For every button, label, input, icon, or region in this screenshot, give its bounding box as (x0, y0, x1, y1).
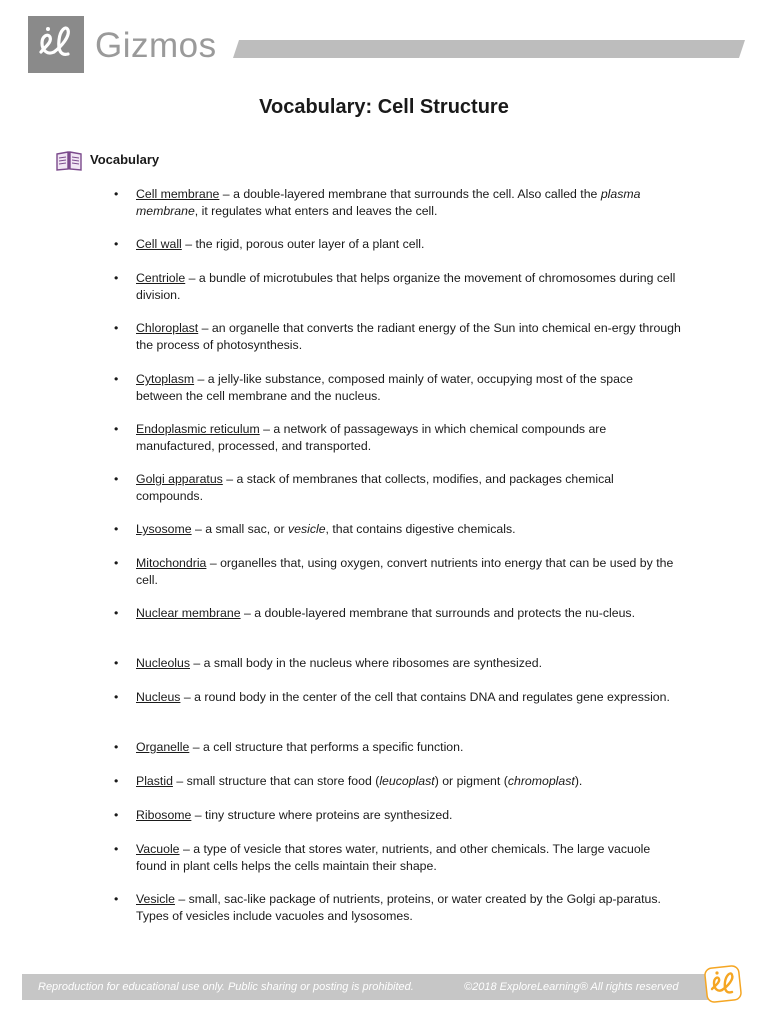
vocabulary-entry (114, 555, 681, 588)
vocabulary-term: Chloroplast (136, 321, 199, 335)
vocabulary-term: Lysosome (136, 522, 192, 536)
vocabulary-term: Cell membrane (136, 187, 220, 201)
el-script-badge-icon (703, 964, 743, 1004)
vocabulary-definition-text: – the rigid, porous outer layer of a plant cell. (181, 237, 425, 251)
vocabulary-entry (114, 773, 681, 790)
bullet-icon: • (114, 372, 119, 386)
bullet-icon: • (114, 237, 119, 251)
vocabulary-term: Organelle (136, 740, 190, 754)
vocabulary-term: Centriole (136, 271, 186, 285)
footer-notice: Reproduction for educational use only. Public sharing or posting is prohibited. (38, 981, 414, 993)
vocabulary-italic-term: vesicle (287, 522, 326, 536)
vocabulary-definition-text: – a double-layered membrane that surrounds the cell. Also called the (219, 187, 601, 201)
vocabulary-term: Nucleus (136, 690, 181, 704)
vocabulary-definition-text: – a stack of membranes that collects, modifies, and packages chemical compounds. (136, 472, 614, 503)
vocabulary-entry (114, 320, 681, 353)
vocabulary-entry (114, 186, 681, 219)
bullet-icon: • (114, 842, 119, 856)
bullet-icon: • (114, 606, 119, 620)
bullet-icon: • (114, 556, 119, 570)
bullet-icon: • (114, 656, 119, 670)
vocabulary-definition-text: – a small sac, or (191, 522, 288, 536)
el-script-logo-icon (28, 16, 84, 73)
vocabulary-term: Nuclear membrane (136, 606, 241, 620)
vocabulary-entry (114, 739, 681, 756)
vocabulary-term: Golgi apparatus (136, 472, 223, 486)
vocabulary-term: Endoplasmic reticulum (136, 422, 260, 436)
vocabulary-entry (114, 270, 681, 303)
bullet-icon: • (114, 472, 119, 486)
vocabulary-italic-term: chromoplast (507, 774, 575, 788)
vocabulary-definition-text: – a double-layered membrane that surrounds and protects the nu-cleus. (240, 606, 635, 620)
vocabulary-term: Cell wall (136, 237, 182, 251)
bullet-icon: • (114, 422, 119, 436)
vocabulary-definition-text: – a round body in the center of the cell that contains DNA and regulates gene expression. (180, 690, 670, 704)
vocabulary-term: Ribosome (136, 808, 192, 822)
vocabulary-entry (114, 841, 681, 874)
bullet-icon: • (114, 187, 119, 201)
bullet-icon: • (114, 740, 119, 754)
vocabulary-entry (114, 655, 681, 672)
vocabulary-entry (114, 236, 681, 253)
vocabulary-term: Cytoplasm (136, 372, 195, 386)
bullet-icon: • (114, 774, 119, 788)
vocabulary-entry (114, 471, 681, 504)
bullet-icon: • (114, 321, 119, 335)
header-decorative-bar (233, 40, 745, 58)
vocabulary-definition-text: , it regulates what enters and leaves the cell. (194, 203, 438, 218)
vocabulary-definition-text: – a cell structure that performs a specific function. (189, 740, 464, 754)
gizmos-logo (28, 16, 84, 73)
bullet-icon: • (114, 522, 119, 536)
vocabulary-term: Vesicle (136, 892, 175, 906)
vocabulary-definition-text: – a network of passageways in which chemical compounds are manufactured, processed, and transported. (136, 422, 607, 453)
vocabulary-entry (114, 521, 681, 538)
vocabulary-definition-text: , that contains digestive chemicals. (325, 522, 516, 536)
vocabulary-term: Vacuole (136, 842, 180, 856)
vocabulary-entry (114, 689, 681, 706)
vocabulary-entry (114, 371, 681, 404)
vocabulary-definition-text: – a type of vesicle that stores water, nutrients, and other chemicals. The large vacuole found in plant cells helps the cells maintain their shape. (136, 842, 651, 873)
vocabulary-entry (114, 605, 681, 622)
footer-copyright: ©2018 ExploreLearning® All rights reserved (464, 981, 679, 993)
vocabulary-definition-text: – tiny structure where proteins are synthesized. (191, 808, 453, 822)
vocabulary-italic-term: plasma membrane (136, 187, 641, 218)
bullet-icon: • (114, 690, 119, 704)
bullet-icon: • (114, 892, 119, 906)
open-book-icon (55, 150, 83, 172)
vocabulary-definition-text: – a jelly-like substance, composed mainly of water, occupying most of the space between the cell membrane and the nucleus. (136, 372, 633, 403)
vocabulary-entry (114, 891, 681, 924)
vocabulary-term: Mitochondria (136, 556, 207, 570)
brand-name: Gizmos (95, 26, 217, 65)
bullet-icon: • (114, 271, 119, 285)
section-heading: Vocabulary (90, 152, 160, 167)
vocabulary-italic-term: leucoplast (379, 774, 435, 788)
vocabulary-term: Nucleolus (136, 656, 190, 670)
vocabulary-definition-text: – small structure that can store food ( (172, 774, 380, 788)
bullet-icon: • (114, 808, 119, 822)
vocabulary-entry (114, 807, 681, 824)
vocabulary-definition-text: ). (574, 774, 583, 788)
vocabulary-definition-text: – a small body in the nucleus where ribosomes are synthesized. (190, 656, 543, 670)
vocabulary-definition-text: – organelles that, using oxygen, convert nutrients into energy that can be used by the cell. (136, 556, 674, 587)
vocabulary-term: Plastid (136, 774, 173, 788)
vocabulary-entry (114, 421, 681, 454)
vocabulary-definition-text: – a bundle of microtubules that helps organize the movement of chromosomes during cell division. (136, 271, 676, 302)
page-title: Vocabulary: Cell Structure (259, 96, 509, 118)
vocabulary-definition-text: – small, sac-like package of nutrients, proteins, or water created by the Golgi ap-paratus. Types of vesicles include vacuoles and lysosomes. (136, 892, 661, 923)
vocabulary-definition-text: – an organelle that converts the radiant energy of the Sun into chemical en-ergy through the process of photosynthesis. (136, 321, 681, 352)
vocabulary-definition-text: ) or pigment ( (434, 774, 508, 788)
